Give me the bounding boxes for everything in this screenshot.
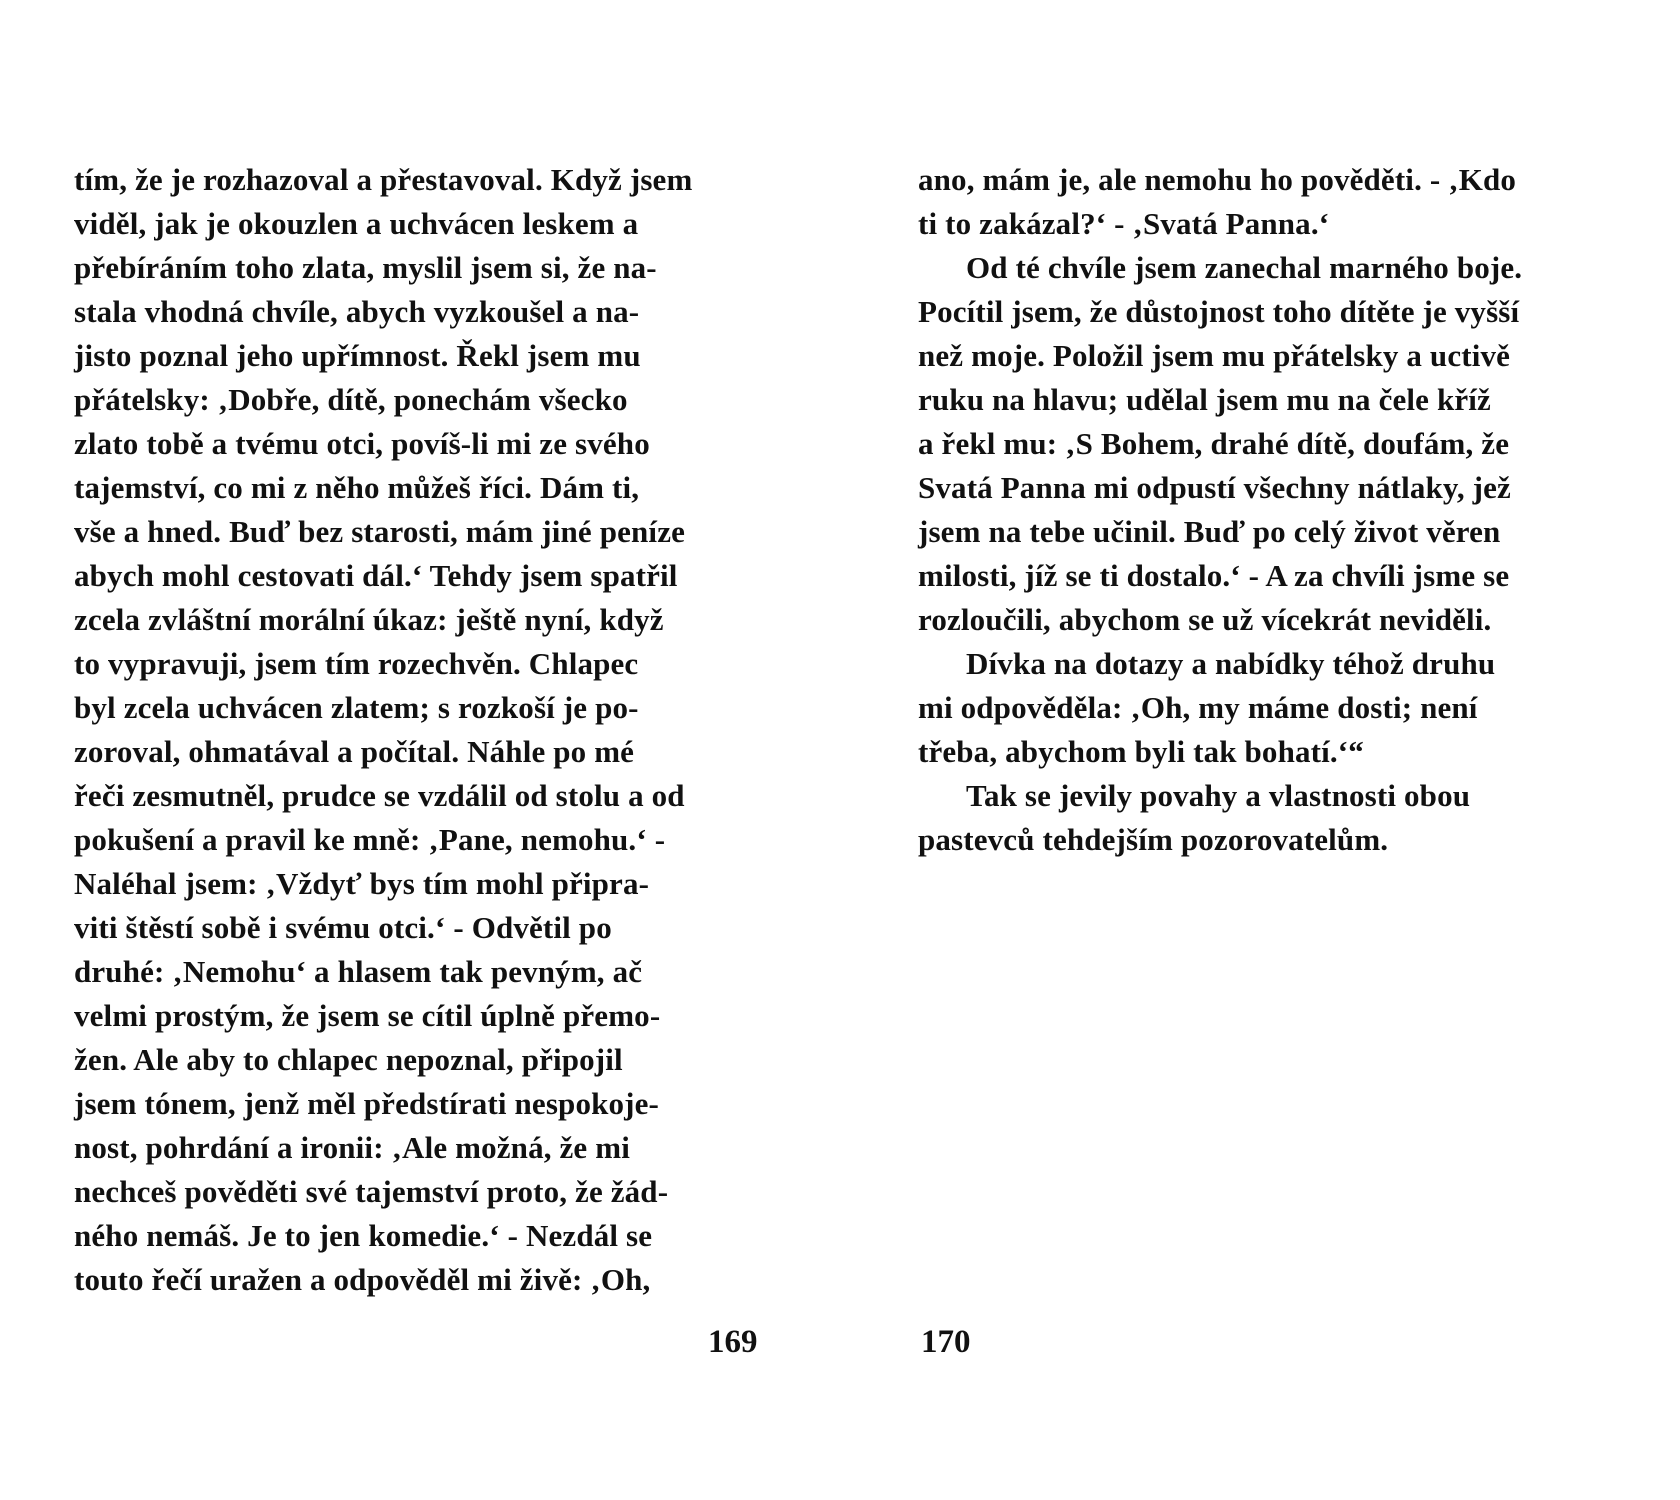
text-line: ného nemáš. Je to jen komedie.‘ - Nezdál se xyxy=(74,1218,653,1253)
text-line: a řekl mu: ‚S Bohem, drahé dítě, doufám, že xyxy=(918,426,1510,461)
paragraph-first-line: Tak se jevily povahy a vlastnosti obou xyxy=(966,778,1471,813)
text-line: jsem na tebe učinil. Buď po celý život věren xyxy=(918,514,1501,549)
text-line: jisto poznal jeho upřímnost. Řekl jsem mu xyxy=(74,338,641,373)
text-line: žen. Ale aby to chlapec nepoznal, připojil xyxy=(74,1042,623,1077)
text-line: přátelsky: ‚Dobře, dítě, ponechám všecko xyxy=(74,382,628,417)
text-line: tajemství, co mi z něho můžeš říci. Dám ti, xyxy=(74,470,640,505)
text-line: Naléhal jsem: ‚Vždyť bys tím mohl připra- xyxy=(74,866,650,901)
text-line: milosti, jíž se ti dostalo.‘ - A za chvíli jsme se xyxy=(918,558,1510,593)
text-line: vše a hned. Buď bez starosti, mám jiné peníze xyxy=(74,514,686,549)
text-line: rozloučili, abychom se už vícekrát neviděli. xyxy=(918,602,1492,637)
text-line: viděl, jak je okouzlen a uchvácen leskem a xyxy=(74,206,639,241)
text-line: tím, že je rozhazoval a přestavoval. Když jsem xyxy=(74,162,693,197)
left-page xyxy=(74,158,774,1302)
text-line: přebíráním toho zlata, myslil jsem si, že na- xyxy=(74,250,657,285)
text-line: stala vhodná chvíle, abych vyzkoušel a na- xyxy=(74,294,640,329)
text-line: velmi prostým, že jsem se cítil úplně přemo- xyxy=(74,998,661,1033)
text-line: třeba, abychom byli tak bohatí.‘“ xyxy=(918,734,1364,769)
text-line: jsem tónem, jenž měl předstírati nespokoje- xyxy=(74,1086,659,1121)
paragraph-first-line: Dívka na dotazy a nabídky téhož druhu xyxy=(966,646,1496,681)
page-number-left: 169 xyxy=(708,1324,758,1360)
right-page xyxy=(918,158,1608,862)
text-line: nechceš pověděti své tajemství proto, že žád- xyxy=(74,1174,669,1209)
page-number-right: 170 xyxy=(921,1324,971,1360)
text-line: Pocítil jsem, že důstojnost toho dítěte je vyšší xyxy=(918,294,1520,329)
text-line: ti to zakázal?‘ - ‚Svatá Panna.‘ xyxy=(918,206,1330,241)
text-line: Svatá Panna mi odpustí všechny nátlaky, jež xyxy=(918,470,1511,505)
text-line: nost, pohrdání a ironii: ‚Ale možná, že mi xyxy=(74,1130,630,1165)
text-line: zcela zvláštní morální úkaz: ještě nyní, když xyxy=(74,602,664,637)
text-line: to vypravuji, jsem tím rozechvěn. Chlapec xyxy=(74,646,639,681)
text-line: ano, mám je, ale nemohu ho pověděti. - ‚Kdo xyxy=(918,162,1517,197)
text-line: byl zcela uchvácen zlatem; s rozkoší je po- xyxy=(74,690,639,725)
text-line: než moje. Položil jsem mu přátelsky a uctivě xyxy=(918,338,1511,373)
text-line: pastevců tehdejším pozorovatelům. xyxy=(918,822,1389,857)
text-line: abych mohl cestovati dál.‘ Tehdy jsem spatřil xyxy=(74,558,678,593)
text-line: ruku na hlavu; udělal jsem mu na čele kříž xyxy=(918,382,1491,417)
text-line: mi odpověděla: ‚Oh, my máme dosti; není xyxy=(918,690,1478,725)
text-line: řeči zesmutněl, prudce se vzdálil od stolu a od xyxy=(74,778,685,813)
text-line: viti štěstí sobě i svému otci.‘ - Odvětil po xyxy=(74,910,612,945)
text-line: zoroval, ohmatával a počítal. Náhle po mé xyxy=(74,734,635,769)
text-line: pokušení a pravil ke mně: ‚Pane, nemohu.‘ - xyxy=(74,822,666,857)
text-line: touto řečí uražen a odpověděl mi živě: ‚Oh, xyxy=(74,1262,651,1297)
paragraph-first-line: Od té chvíle jsem zanechal marného boje. xyxy=(966,250,1523,285)
text-line: druhé: ‚Nemohu‘ a hlasem tak pevným, ač xyxy=(74,954,643,989)
text-line: zlato tobě a tvému otci, povíš-li mi ze svého xyxy=(74,426,650,461)
